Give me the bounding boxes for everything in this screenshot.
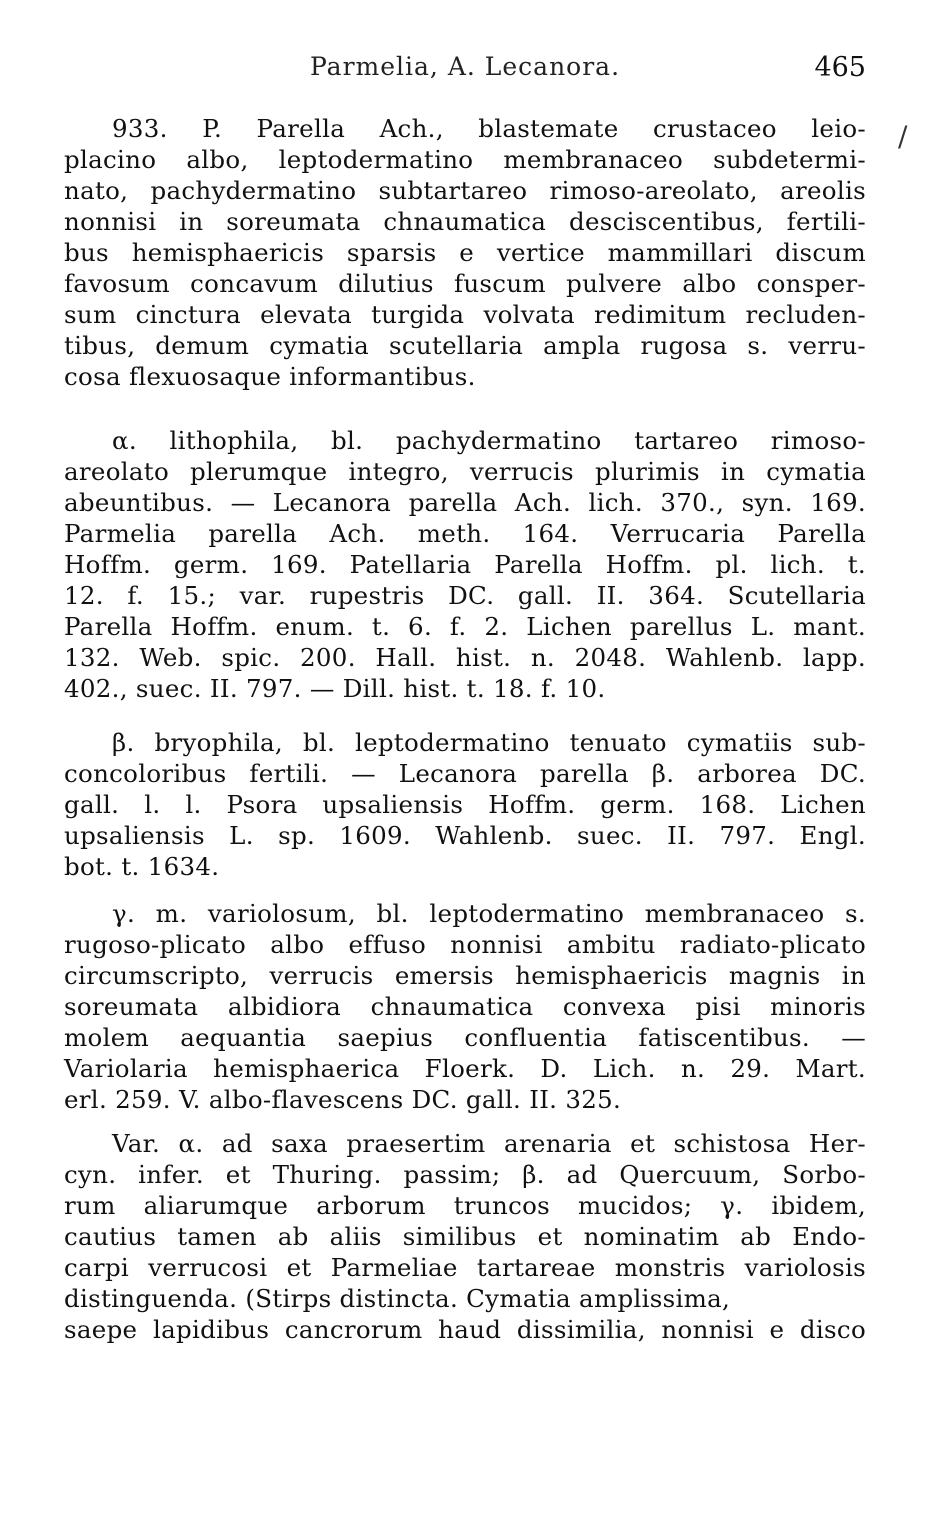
text-line: Hoffm. germ. 169. Patellaria Parella Hoffm. pl. lich. t.: [64, 550, 866, 579]
text-line: nonnisi in soreumata chnaumatica desciscentibus, fertili-: [64, 207, 866, 236]
text-line: 12. f. 15.; var. rupestris DC. gall. II. 364. Scutellaria: [64, 581, 866, 610]
text-line: gall. l. l. Psora upsaliensis Hoffm. germ. 168. Lichen: [64, 790, 866, 819]
text-line: cautius tamen ab aliis similibus et nominatim ab Endo-: [64, 1222, 866, 1251]
text-line: α. lithophila, bl. pachydermatino tartareo rimoso-: [112, 426, 866, 455]
text-line: concoloribus fertili. — Lecanora parella β. arborea DC.: [64, 759, 866, 788]
text-line: abeuntibus. — Lecanora parella Ach. lich. 370., syn. 169.: [64, 488, 866, 517]
text-line: 933. P. Parella Ach., blastemate crustaceo leio-: [112, 114, 866, 143]
text-line: cosa flexuosaque informantibus.: [64, 362, 476, 391]
text-line: tibus, demum cymatia scutellaria ampla rugosa s. verru-: [64, 331, 866, 360]
text-line: circumscripto, verrucis emersis hemisphaericis magnis in: [64, 961, 866, 990]
text-line: soreumata albidiora chnaumatica convexa pisi minoris: [64, 992, 866, 1021]
text-line: saepe lapidibus cancrorum haud dissimilia, nonnisi e disco: [64, 1315, 866, 1344]
text-line: rum aliarumque arborum truncos mucidos; γ. ibidem,: [64, 1191, 866, 1220]
text-line: cyn. infer. et Thuring. passim; β. ad Quercuum, Sorbo-: [64, 1160, 866, 1189]
text-line: upsaliensis L. sp. 1609. Wahlenb. suec. II. 797. Engl.: [64, 821, 866, 850]
text-line: areolato plerumque integro, verrucis plurimis in cymatia: [64, 457, 866, 486]
text-line: carpi verrucosi et Parmeliae tartareae monstris variolosis: [64, 1253, 866, 1282]
text-line: nato, pachydermatino subtartareo rimoso-areolato, areolis: [64, 176, 866, 205]
text-line: distinguenda. (Stirps distincta. Cymatia amplissima,: [64, 1284, 731, 1313]
text-line: molem aequantia saepius confluentia fatiscentibus. —: [64, 1023, 866, 1052]
text-line: 132. Web. spic. 200. Hall. hist. n. 2048. Wahlenb. lapp.: [64, 643, 866, 672]
text-line: β. bryophila, bl. leptodermatino tenuato cymatiis sub-: [112, 728, 866, 757]
text-line: favosum concavum dilutius fuscum pulvere albo consper-: [64, 269, 866, 298]
text-line: bus hemisphaericis sparsis e vertice mammillari discum: [64, 238, 866, 267]
text-line: Parmelia parella Ach. meth. 164. Verrucaria Parella: [64, 519, 866, 548]
text-line: placino albo, leptodermatino membranaceo subdetermi-: [64, 145, 866, 174]
margin-mark: /: [898, 120, 908, 153]
text-line: bot. t. 1634.: [64, 852, 220, 881]
text-line: rugoso-plicato albo effuso nonnisi ambitu radiato-plicato: [64, 930, 866, 959]
text-line: sum cinctura elevata turgida volvata redimitum recluden-: [64, 300, 866, 329]
text-line: Variolaria hemisphaerica Floerk. D. Lich. n. 29. Mart.: [64, 1054, 866, 1083]
text-line: γ. m. variolosum, bl. leptodermatino membranaceo s.: [112, 899, 866, 928]
running-head: Parmelia, A. Lecanora.: [309, 52, 621, 81]
text-line: Var. α. ad saxa praesertim arenaria et schistosa Her-: [112, 1129, 866, 1158]
text-line: 402., suec. II. 797. — Dill. hist. t. 18. f. 10.: [64, 674, 606, 703]
page-number: 465: [814, 52, 866, 83]
text-line: Parella Hoffm. enum. t. 6. f. 2. Lichen parellus L. mant.: [64, 612, 866, 641]
page-header: [0, 52, 930, 92]
text-line: erl. 259. V. albo-flavescens DC. gall. II. 325.: [64, 1085, 622, 1114]
